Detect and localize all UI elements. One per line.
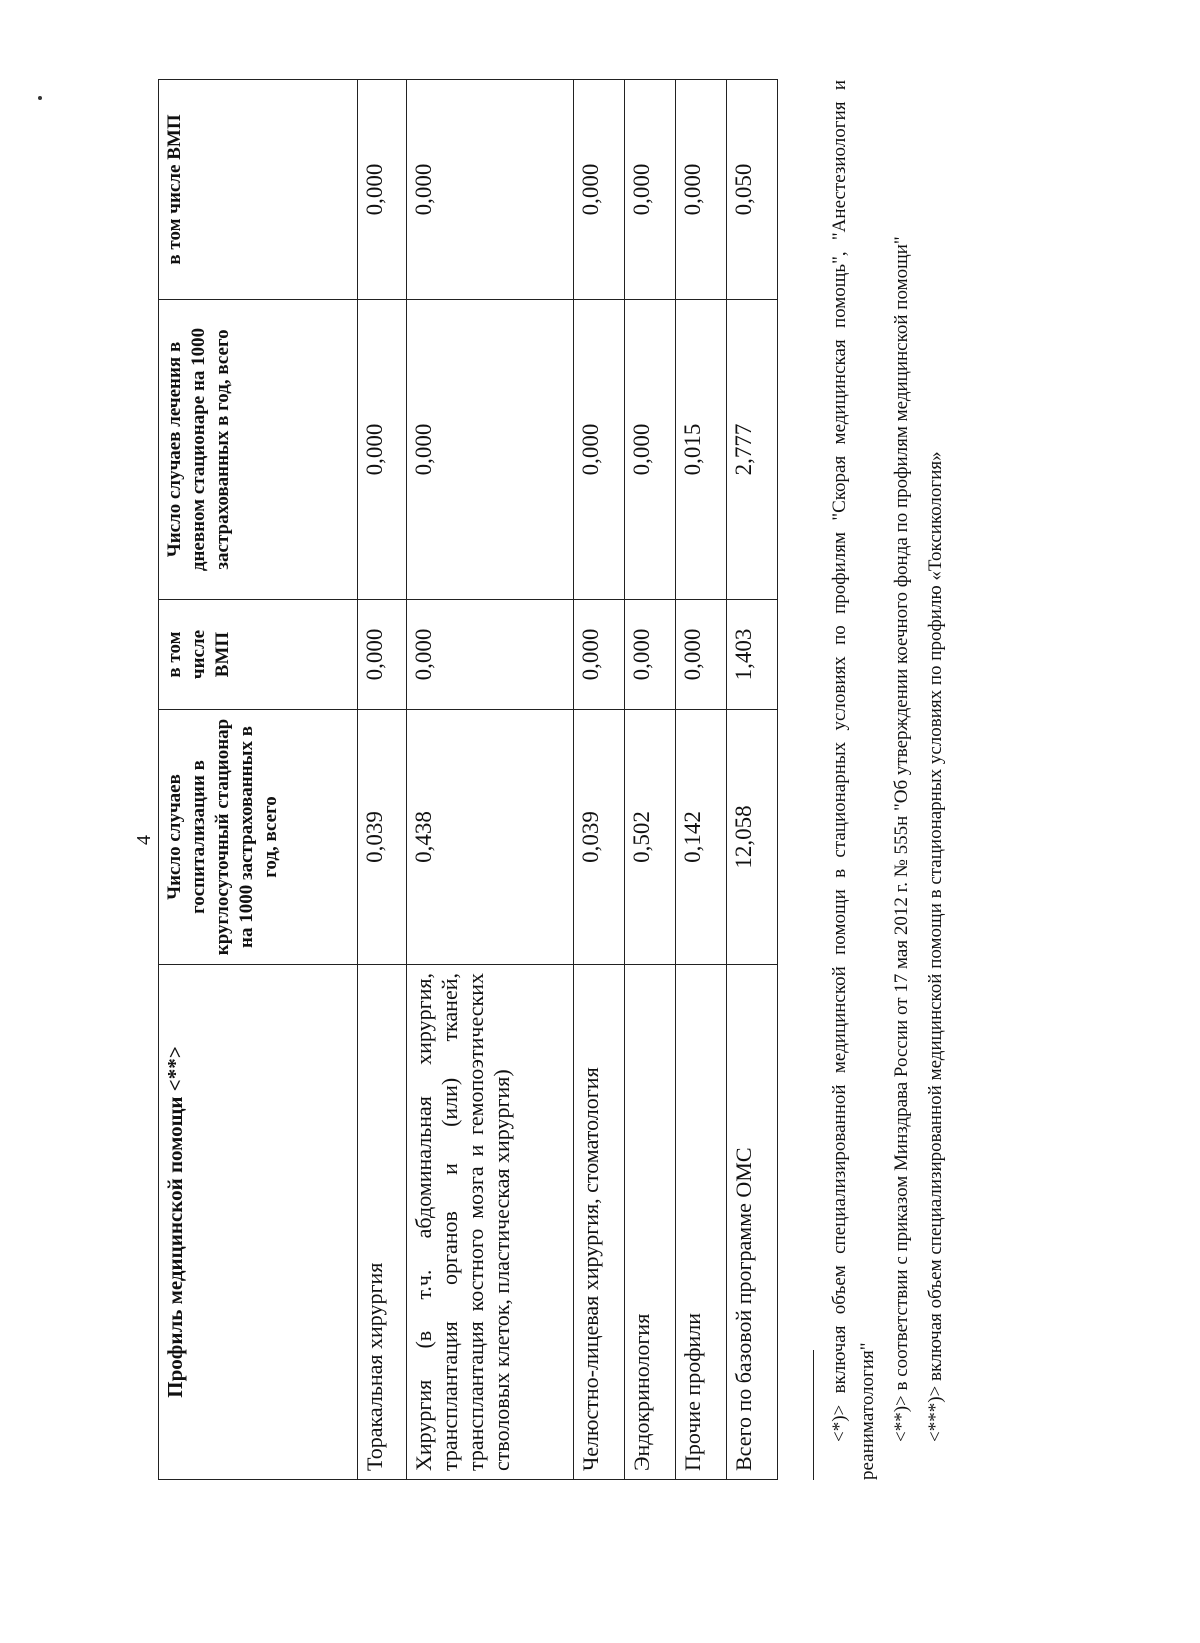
cell-hospitalization-total: 0,502	[625, 710, 676, 965]
table-row	[676, 80, 727, 1480]
cell-profile: Эндокринология	[625, 965, 676, 1480]
header-day-hospital-vmp: в том числе ВМП	[159, 80, 358, 300]
header-hospitalization-vmp: в том числе ВМП	[159, 600, 358, 710]
table-header-row	[159, 80, 358, 1480]
cell-hospitalization-vmp: 1,403	[727, 600, 778, 710]
cell-hospitalization-vmp: 0,000	[407, 600, 574, 710]
page-number: 4	[133, 835, 155, 845]
cell-day-hospital-vmp: 0,000	[676, 80, 727, 300]
cell-hospitalization-vmp: 0,000	[574, 600, 625, 710]
cell-profile: Прочие профили	[676, 965, 727, 1480]
cell-day-hospital-total: 0,000	[574, 300, 625, 600]
footnote-1: <*)> включая объем специализированной медицинской помощи в стационарных условиях по профилям "Скорая медицинская помощь", "Анестезиология и реаниматология"	[829, 80, 878, 1480]
cell-day-hospital-total: 2,777	[727, 300, 778, 600]
cell-hospitalization-vmp: 0,000	[625, 600, 676, 710]
cell-hospitalization-total: 0,039	[358, 710, 407, 965]
cell-day-hospital-vmp: 0,000	[625, 80, 676, 300]
footnote-3: <***)> включая объем специализированной медицинской помощи в стационарных условиях по профилю «Токсикология»	[925, 451, 946, 1442]
table-row	[574, 80, 625, 1480]
cell-hospitalization-vmp: 0,000	[358, 600, 407, 710]
table-row-total	[727, 80, 778, 1480]
cell-day-hospital-total: 0,015	[676, 300, 727, 600]
header-profile: Профиль медицинской помощи <**>	[159, 965, 358, 1480]
cell-day-hospital-vmp: 0,000	[574, 80, 625, 300]
scan-speck	[38, 96, 42, 100]
medical-care-volume-table	[158, 79, 778, 1480]
footnote-separator	[813, 1350, 814, 1480]
cell-hospitalization-total: 12,058	[727, 710, 778, 965]
cell-hospitalization-total: 0,039	[574, 710, 625, 965]
cell-day-hospital-vmp: 0,000	[358, 80, 407, 300]
cell-profile: Хирургия (в т.ч. абдоминальная хирургия, трансплантация органов и (или) тканей, трансплантация костного мозга и гемопоэтических стволовых клеток, пластическая хирургия)	[407, 965, 574, 1480]
cell-day-hospital-total: 0,000	[358, 300, 407, 600]
table-row	[625, 80, 676, 1480]
cell-hospitalization-total: 0,438	[407, 710, 574, 965]
cell-day-hospital-total: 0,000	[625, 300, 676, 600]
cell-day-hospital-vmp: 0,000	[407, 80, 574, 300]
header-day-hospital-total: Число случаев лечения в дневном стационаре на 1000 застрахованных в год, всего	[159, 300, 358, 600]
cell-hospitalization-total: 0,142	[676, 710, 727, 965]
table-row	[407, 80, 574, 1480]
cell-profile: Челюстно-лицевая хирургия, стоматология	[574, 965, 625, 1480]
footnote-2: <**)> в соответствии с приказом Минздрава России от 17 мая 2012 г. № 555н "Об утверждении коечного фонда по профилям медицинской помощи"	[891, 236, 912, 1442]
cell-profile: Всего по базовой программе ОМС	[727, 965, 778, 1480]
cell-profile: Торакальная хирургия	[358, 965, 407, 1480]
cell-hospitalization-vmp: 0,000	[676, 600, 727, 710]
cell-day-hospital-vmp: 0,050	[727, 80, 778, 300]
header-hospitalization-total: Число случаев госпитализации в круглосуточный стационар на 1000 застрахованных в год, всего	[159, 710, 358, 965]
footnotes	[826, 80, 956, 1480]
table-row	[358, 80, 407, 1480]
cell-day-hospital-total: 0,000	[407, 300, 574, 600]
